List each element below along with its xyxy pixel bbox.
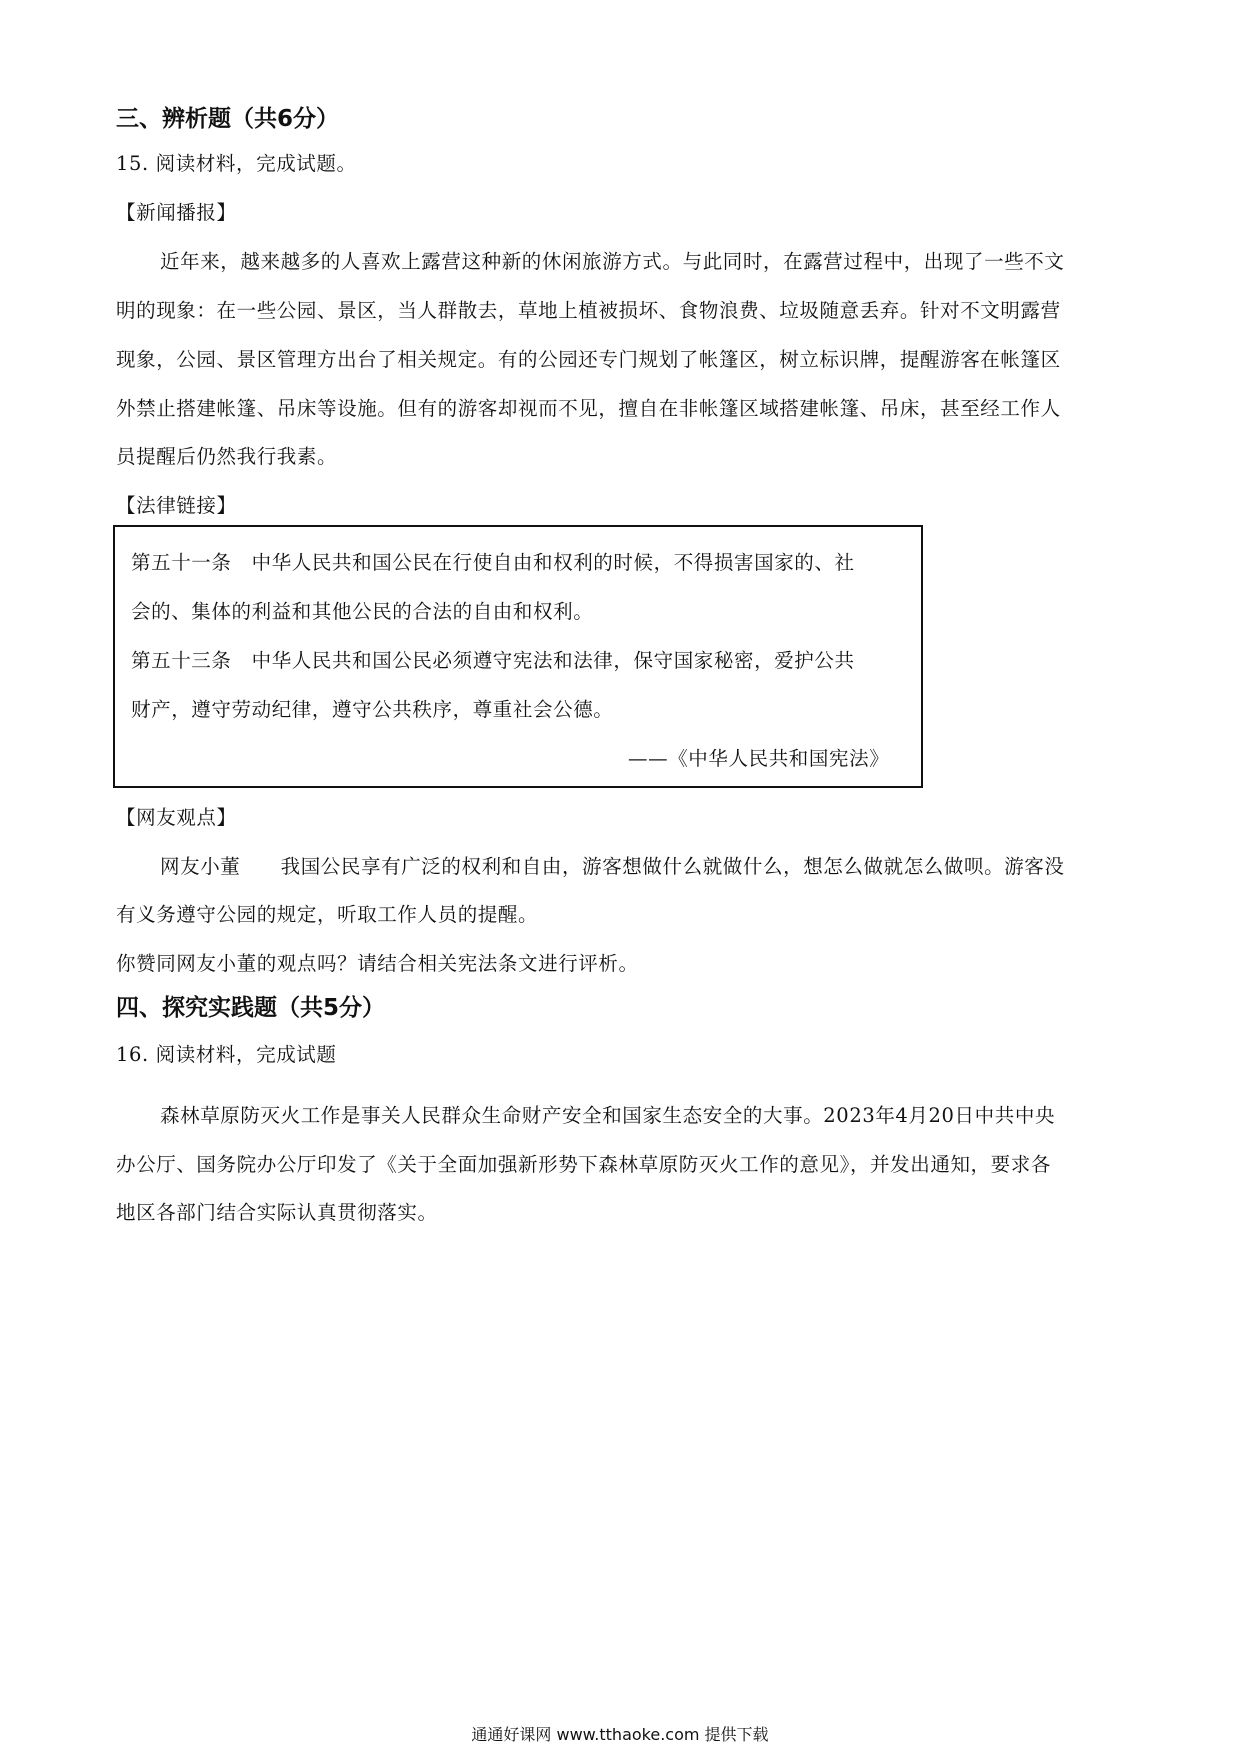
material-line: 森林草原防灭火工作是事关人民群众生命财产安全和国家生态安全的大事。2023年4月20日中共中央 <box>160 1104 1056 1127</box>
law-line: 第五十一条 中华人民共和国公民在行使自由和权利的时候，不得损害国家的、社 <box>131 551 855 574</box>
news-line: 明的现象：在一些公园、景区，当人群散去，草地上植被损坏、食物浪费、垃圾随意丢弃。针对不文明露营 <box>116 299 1061 322</box>
netizen-line: 网友小董 我国公民享有广泛的权利和自由，游客想做什么就做什么，想怎么做就怎么做呗。游客没 <box>160 855 1065 878</box>
law-source: ——《中华人民共和国宪法》 <box>628 747 890 770</box>
news-line: 近年来，越来越多的人喜欢上露营这种新的休闲旅游方式。与此同时，在露营过程中，出现了一些不文 <box>160 250 1065 273</box>
news-line: 现象，公园、景区管理方出台了相关规定。有的公园还专门规划了帐篷区，树立标识牌，提醒游客在帐篷区 <box>116 348 1061 371</box>
material-line: 地区各部门结合实际认真贯彻落实。 <box>116 1201 438 1224</box>
netizen-label: 【网友观点】 <box>116 806 237 829</box>
news-label: 【新闻播报】 <box>116 201 237 224</box>
section-4-heading: 四、探究实践题（共5分） <box>116 995 386 1021</box>
law-line: 会的、集体的利益和其他公民的合法的自由和权利。 <box>131 600 594 623</box>
question-16-intro: 16. 阅读材料，完成试题 <box>116 1043 337 1066</box>
news-line: 外禁止搭建帐篷、吊床等设施。但有的游客却视而不见，擅自在非帐篷区域搭建帐篷、吊床，甚至经工作人 <box>116 397 1061 420</box>
footer-text: 通通好课网 www.tthaoke.com 提供下载 <box>471 1725 769 1744</box>
news-line: 员提醒后仍然我行我素。 <box>116 445 338 468</box>
question-15-prompt: 你赞同网友小董的观点吗？请结合相关宪法条文进行评析。 <box>116 952 639 975</box>
question-15-intro: 15. 阅读材料，完成试题。 <box>116 152 357 175</box>
law-label: 【法律链接】 <box>116 494 237 517</box>
material-line: 办公厅、国务院办公厅印发了《关于全面加强新形势下森林草原防灭火工作的意见》，并发出通知，要求各 <box>116 1153 1051 1176</box>
netizen-line: 有义务遵守公园的规定，听取工作人员的提醒。 <box>116 903 539 926</box>
section-3-heading: 三、辨析题（共6分） <box>116 106 340 132</box>
law-line: 财产，遵守劳动纪律，遵守公共秩序，尊重社会公德。 <box>131 698 614 721</box>
law-line: 第五十三条 中华人民共和国公民必须遵守宪法和法律，保守国家秘密，爱护公共 <box>131 649 855 672</box>
